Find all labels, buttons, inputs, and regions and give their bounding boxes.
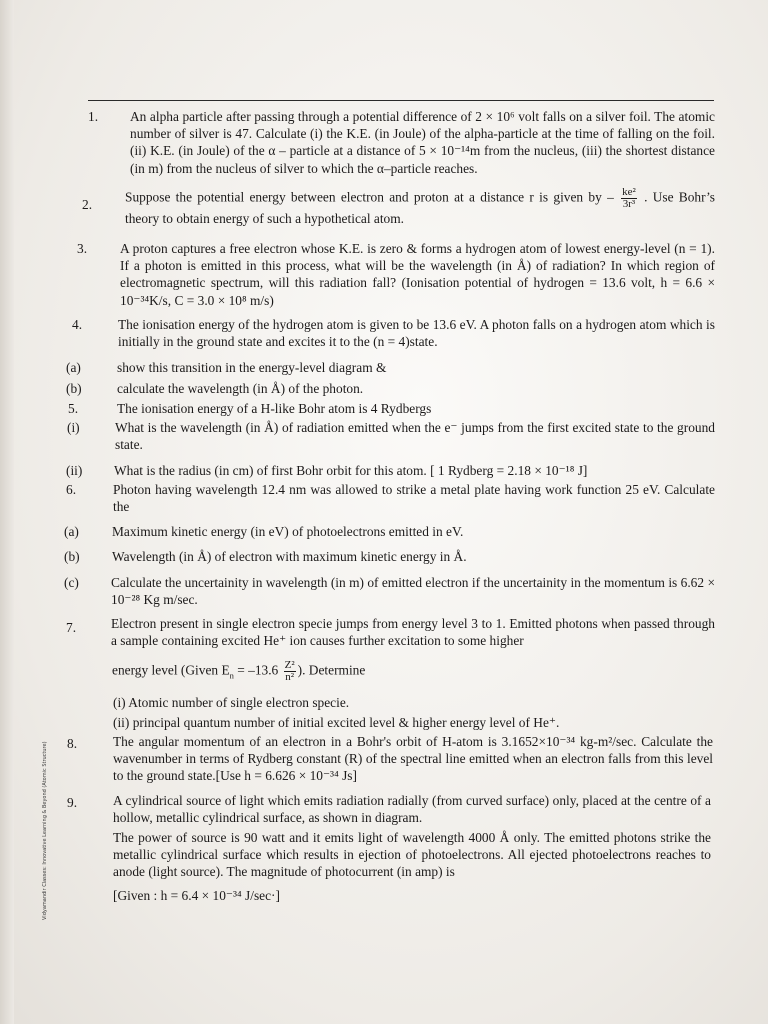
question-text: [125, 187, 715, 227]
question-text: Calculate the uncertainity in wavelength (in m) of emitted electron if the uncertainity in the momentum is 6.62 × 10⁻²⁸ Kg m/sec.: [111, 575, 715, 608]
question-text: The ionisation energy of a H-like Bohr atom is 4 Rydbergs: [117, 401, 432, 416]
question-text: Maximum kinetic energy (in eV) of photoelectrons emitted in eV.: [112, 524, 464, 539]
question-number: 2.: [82, 197, 93, 212]
question-number: 9.: [67, 795, 78, 810]
question-number: 4.: [72, 317, 83, 332]
question-number: (b): [66, 381, 82, 396]
fraction: [284, 660, 296, 683]
sub-question: (i) Atomic number of single electron specie.: [113, 695, 350, 710]
question-text: The power of source is 90 watt and it emits light of wavelength 4000 Å only. The emitted photons strike the metallic cylindrical surface which results in ejection of photoelectrons. All ejected photoelectrons reaches to anode (light source). The magnitude of photocurrent (in amp) is: [113, 830, 711, 880]
question-number: 6.: [66, 482, 77, 497]
question-number: (ii): [66, 463, 83, 478]
question-text: A cylindrical source of light which emits radiation radially (from curved surface) only, placed at the centre of a hollow, metallic cylindrical surface, as shown in diagram.: [113, 793, 711, 826]
question-text: An alpha particle after passing through a potential difference of 2 × 10⁶ volt falls on a silver foil. The atomic number of silver is 47. Calculate (i) the K.E. (in Joule) of the alpha-particle at the time of falling on the foil. (ii) K.E. (in Joule) of the α – particle at a distance of 5 × 10⁻¹⁴m from the nucleus, (iii) the shortest distance (in m) from the nucleus of silver to which the α–particle reaches.: [130, 109, 715, 176]
question-number: (i): [67, 420, 80, 435]
question-number: (c): [64, 575, 79, 590]
question-text: A proton captures a free electron whose K.E. is zero & forms a hydrogen atom of lowest energy-level (n = 1). If a photon is emitted in this process, what will be the wavelength (in Å) of radiation? In which region of electromagnetic spectrum, will this radiation fall? (Ionisation potential of hydrogen = 13.6 volt, h = 6.6 × 10⁻³⁴K/s, C = 3.0 × 10⁸ m/s): [120, 241, 715, 308]
question-text-part: Suppose the potential energy between electron and proton at a distance r is given by –: [125, 189, 614, 205]
question-number: 7.: [66, 620, 77, 635]
question-number: 1.: [88, 109, 99, 124]
question-number: 3.: [77, 241, 88, 256]
fraction-denominator: n²: [285, 671, 295, 683]
question-text: Wavelength (in Å) of electron with maximum kinetic energy in Å.: [112, 549, 467, 564]
question-number: (a): [64, 524, 79, 539]
question-text: What is the wavelength (in Å) of radiation emitted when the e⁻ jumps from the first excited state to the ground state.: [115, 420, 715, 453]
question-text: calculate the wavelength (in Å) of the photon.: [117, 381, 364, 396]
question-number: 5.: [68, 401, 79, 416]
formula-text: = –13.6: [233, 662, 279, 678]
formula-text: ). Determine: [297, 662, 366, 678]
question-text: [Given : h = 6.4 × 10⁻³⁴ J/sec·]: [113, 888, 280, 903]
fraction-numerator: ke²: [622, 186, 636, 198]
fraction-numerator: Z²: [284, 659, 295, 671]
sub-question: (ii) principal quantum number of initial excited level & higher energy level of He⁺.: [113, 715, 560, 730]
formula-text: energy level (Given E: [112, 662, 230, 678]
fraction: [621, 187, 637, 210]
question-text: The ionisation energy of the hydrogen atom is given to be 13.6 eV. A photon falls on a hydrogen atom which is initially in the ground state and excites it to the (n = 4)state.: [118, 317, 715, 350]
question-text: Electron present in single electron specie jumps from energy level 3 to 1. Emitted photons when passed through a sample containing excited He⁺ ion causes further excitation to some higher: [111, 616, 715, 649]
question-text: Photon having wavelength 12.4 nm was allowed to strike a metal plate having work function 25 eV. Calculate the: [113, 482, 715, 515]
question-text: The angular momentum of an electron in a Bohr's orbit of H-atom is 3.1652×10⁻³⁴ kg-m²/sec. Calculate the wavenumber in terms of Rydberg constant (R) of the spectral line emitted when an electron falls from this level to the ground state.[Use h = 6.626 × 10⁻³⁴ Js]: [113, 734, 713, 784]
question-number: 8.: [67, 736, 78, 751]
question-formula: [112, 660, 712, 683]
question-number: (b): [64, 549, 80, 564]
question-text: What is the radius (in cm) of first Bohr orbit for this atom. [ 1 Rydberg = 2.18 × 10⁻¹⁸ J]: [114, 463, 588, 478]
formula-subscript: n: [229, 670, 234, 681]
question-text: show this transition in the energy-level diagram &: [117, 360, 387, 375]
question-number: (a): [66, 360, 81, 375]
question-text-part: . Use Bohr’s theory to obtain energy of such a hypothetical atom.: [125, 189, 716, 226]
margin-note: Vidyamandir Classes: Innovative Learning & Beyond (Atomic Structure): [42, 741, 48, 920]
fraction-denominator: 3r³: [622, 198, 636, 210]
